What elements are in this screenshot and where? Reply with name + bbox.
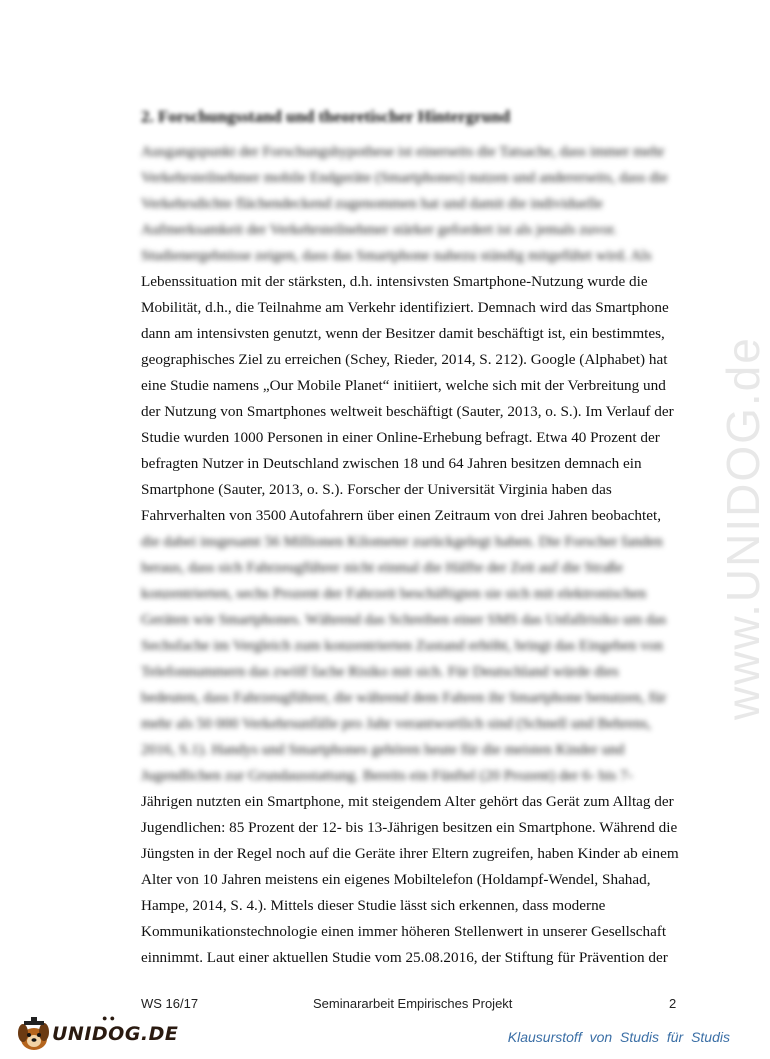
text-line: Aufmerksamkeit der Verkehrsteilnehmer stärker gefordert ist als jemals zuvor. [141, 221, 617, 238]
clear-paragraph-top [141, 269, 681, 529]
tagline: Klausurstoff von Studis für Studis [507, 1029, 730, 1045]
logo-text: UNIDOG.DE [52, 1023, 179, 1045]
unidog-logo [14, 1013, 179, 1053]
dog-mascot-icon [14, 1017, 54, 1053]
text-line: 2016, S.1). Handys und Smartphones gehören heute für die meisten Kinder und [141, 741, 625, 758]
text-line: die dabei insgesamt 56 Millionen Kilometer zurückgelegt haben. Die Forscher fanden [141, 533, 663, 550]
text-line: Studienergebnisse zeigen, dass das Smartphone nahezu ständig mitgeführt wird. Als [141, 247, 652, 264]
footer-semester: WS 16/17 [141, 996, 199, 1011]
watermark: www.UNIDOG.de [717, 336, 769, 720]
text-line: Jugendlichen zur Grundausstattung. Bereits ein Fünftel (20 Prozent) der 6- bis 7- [141, 767, 633, 784]
text-line: eine Studie namens „Our Mobile Planet“ initiiert, welche sich mit der Verbreitung und [141, 377, 666, 394]
text-line: Hampe, 2014, S. 4.). Mittels dieser Studie lässt sich erkennen, dass moderne [141, 897, 606, 914]
text-line: Verkehrsdichte flächendeckend zugenommen hat und damit die individuelle [141, 195, 603, 212]
text-line: Telefonnummern das zwölf fache Risiko mit sich. Für Deutschland würde dies [141, 663, 619, 680]
text-line: bedeuten, dass Fahrzeugführer, die während dem Fahren ihr Smartphone benutzen, für [141, 689, 667, 706]
text-line: Verkehrsteilnehmer mobile Endgeräte (Smartphones) nutzen und andererseits, dass die [141, 169, 668, 186]
paw-print-icon: ● ● [102, 1013, 116, 1023]
footer-page-number: 2 [669, 996, 677, 1011]
text-line: konzentrierten, sechs Prozent der Fahrzeit beschäftigten sie sich mit elektronischen [141, 585, 647, 602]
text-line: Studie wurden 1000 Personen in einer Online-Erhebung befragt. Etwa 40 Prozent der [141, 429, 660, 446]
text-line: Mobilität, d.h., die Teilnahme am Verkehr identifiziert. Demnach wird das Smartphone [141, 299, 669, 316]
text-line: Ausgangspunkt der Forschungshypothese ist einerseits die Tatsache, dass immer mehr [141, 143, 665, 160]
text-line: Kommunikationstechnologie einen immer höheren Stellenwert in unserer Gesellschaft [141, 923, 667, 940]
text-line: geographisches Ziel zu erreichen (Schey, Rieder, 2014, S. 212). Google (Alphabet) hat [141, 351, 668, 368]
text-line: befragten Nutzer in Deutschland zwischen 18 und 64 Jahren besitzen demnach ein [141, 455, 642, 472]
text-line: dann am intensivsten genutzt, wenn der Besitzer damit beschäftigt ist, ein bestimmtes, [141, 325, 665, 342]
footer-title: Seminararbeit Empirisches Projekt [313, 996, 513, 1011]
blurred-paragraph-middle [141, 529, 681, 789]
text-line: Alter von 10 Jahren meistens ein eigenes Mobiltelefon (Holdampf-Wendel, Shahad, [141, 871, 651, 888]
text-line: Jüngsten in der Regel noch auf die Geräte ihrer Eltern zugreifen, haben Kinder ab einem [141, 845, 679, 862]
text-line: Smartphone (Sauter, 2013, o. S.). Forscher der Universität Virginia haben das [141, 481, 612, 498]
clear-paragraph-bottom [141, 789, 681, 971]
text-line: Geräten wie Smartphones. Während das Schreiben einer SMS das Unfallrisiko um das [141, 611, 667, 628]
text-line: einnimmt. Laut einer aktuellen Studie vom 25.08.2016, der Stiftung für Prävention der [141, 949, 668, 966]
text-line: Lebenssituation mit der stärksten, d.h. intensivsten Smartphone-Nutzung wurde die [141, 273, 648, 290]
blurred-paragraph-top [141, 139, 681, 269]
text-line: Fahrverhalten von 3500 Autofahrern über einen Zeitraum von drei Jahren beobachtet, [141, 507, 661, 524]
text-line: heraus, dass sich Fahrzeugführer nicht einmal die Hälfte der Zeit auf die Straße [141, 559, 624, 576]
text-line: Jährigen nutzten ein Smartphone, mit steigendem Alter gehört das Gerät zum Alltag der [141, 793, 674, 810]
text-line: der Nutzung von Smartphones weltweit beschäftigt (Sauter, 2013, o. S.). Im Verlauf der [141, 403, 674, 420]
text-line: Jugendlichen: 85 Prozent der 12- bis 13-Jährigen besitzen ein Smartphone. Während die [141, 819, 678, 836]
section-heading: 2. Forschungsstand und theoretischer Hintergrund [141, 107, 511, 126]
text-line: Sechsfache im Vergleich zum konzentrierten Zustand erhöht, bringt das Eingeben von [141, 637, 663, 654]
text-line: mehr als 50 000 Verkehrsunfälle pro Jahr verantwortlich sind (Schnell und Behrens, [141, 715, 652, 732]
